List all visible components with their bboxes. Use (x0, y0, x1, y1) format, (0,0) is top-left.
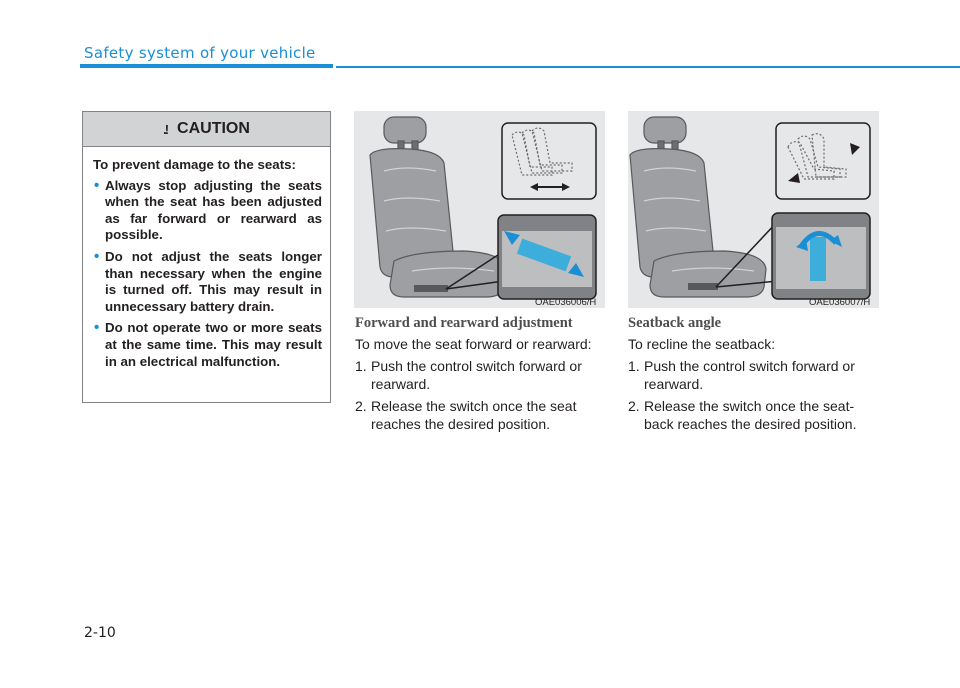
seatback-recline-illustration (628, 111, 879, 308)
step-number: 1. (628, 358, 640, 374)
step-item (628, 357, 880, 393)
section-title: Forward and rearward adjustment (355, 315, 573, 331)
step-item (355, 397, 607, 433)
step-number: 2. (355, 398, 367, 414)
caution-body (83, 147, 330, 370)
step-text: Release the switch once the seat-back reaches the desired position. (644, 398, 857, 432)
caution-header (83, 112, 330, 147)
section-body (628, 335, 880, 437)
caution-item: • Do not operate two or more seats at the same time. This may result in an electrical malfunction. (93, 320, 322, 370)
step-number: 2. (628, 398, 640, 414)
step-text: Push the control switch forward or rearward. (371, 358, 582, 392)
section-intro: To recline the seatback: (628, 336, 776, 352)
caution-label: CAUTION (177, 120, 250, 137)
header-rule-thick (80, 64, 333, 68)
step-item (628, 397, 880, 433)
section-intro: To move the seat forward or rearward: (355, 336, 592, 352)
warning-icon: .! (163, 121, 168, 137)
caution-box (82, 111, 331, 403)
caution-item: • Always stop adjusting the seats when the seat has been adjusted as far forward or rearward as possible. (93, 178, 322, 244)
section-header-title: Safety system of your vehicle (84, 44, 316, 62)
step-item (355, 357, 607, 393)
section-body (355, 335, 607, 437)
caution-list (93, 178, 322, 371)
section-title: Seatback angle (628, 315, 722, 331)
figure-code: OAE036006/H (535, 297, 597, 308)
header-rule-thin (336, 66, 960, 68)
figure-code: OAE036007/H (809, 297, 871, 308)
step-text: Release the switch once the seat reaches the desired position. (371, 398, 577, 432)
seatback-recline-drawing (628, 111, 879, 308)
page-number: 2-10 (84, 625, 116, 641)
step-number: 1. (355, 358, 367, 374)
seat-slide-drawing (354, 111, 605, 308)
step-text: Push the control switch forward or rearward. (644, 358, 855, 392)
caution-item: • Do not adjust the seats longer than necessary when the engine is turned off. This may result in unnecessary battery drain. (93, 249, 322, 315)
caution-intro: To prevent damage to the seats: (93, 157, 296, 172)
seat-slide-illustration (354, 111, 605, 308)
